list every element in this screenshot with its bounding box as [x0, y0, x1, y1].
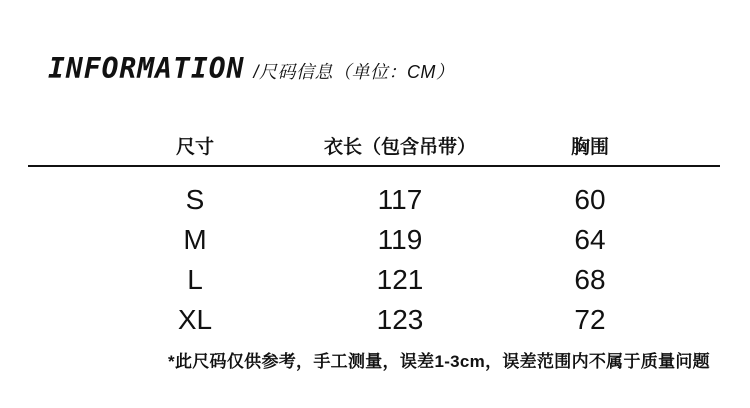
column-header-bust: 胸围 [570, 137, 610, 158]
table-row [0, 220, 750, 260]
size-cell: M [183, 224, 207, 255]
table-row [0, 300, 750, 340]
size-cell: XL [177, 304, 213, 335]
table-row [0, 180, 750, 220]
bust-cell: 72 [574, 304, 606, 335]
bust-cell: 68 [574, 264, 606, 295]
header-divider [28, 165, 720, 167]
bust-cell: 64 [574, 224, 606, 255]
length-cell: 123 [376, 304, 424, 335]
column-header-size: 尺寸 [175, 137, 215, 158]
length-cell: 117 [377, 184, 423, 215]
bust-cell: 60 [574, 184, 606, 215]
page-title: INFORMATION [48, 52, 245, 85]
length-cell: 119 [377, 224, 423, 255]
size-cell: L [187, 264, 203, 295]
footnote: *此尺码仅供参考，手工测量，误差1-3cm，误差范围内不属于质量问题 [168, 352, 710, 371]
table-header-row [0, 130, 750, 166]
column-header-length: 衣长（包含吊带） [323, 137, 477, 158]
table-row [0, 260, 750, 300]
size-cell: S [185, 184, 205, 215]
length-cell: 121 [376, 264, 424, 295]
page-subtitle: /尺码信息（单位：CM） [253, 62, 455, 82]
